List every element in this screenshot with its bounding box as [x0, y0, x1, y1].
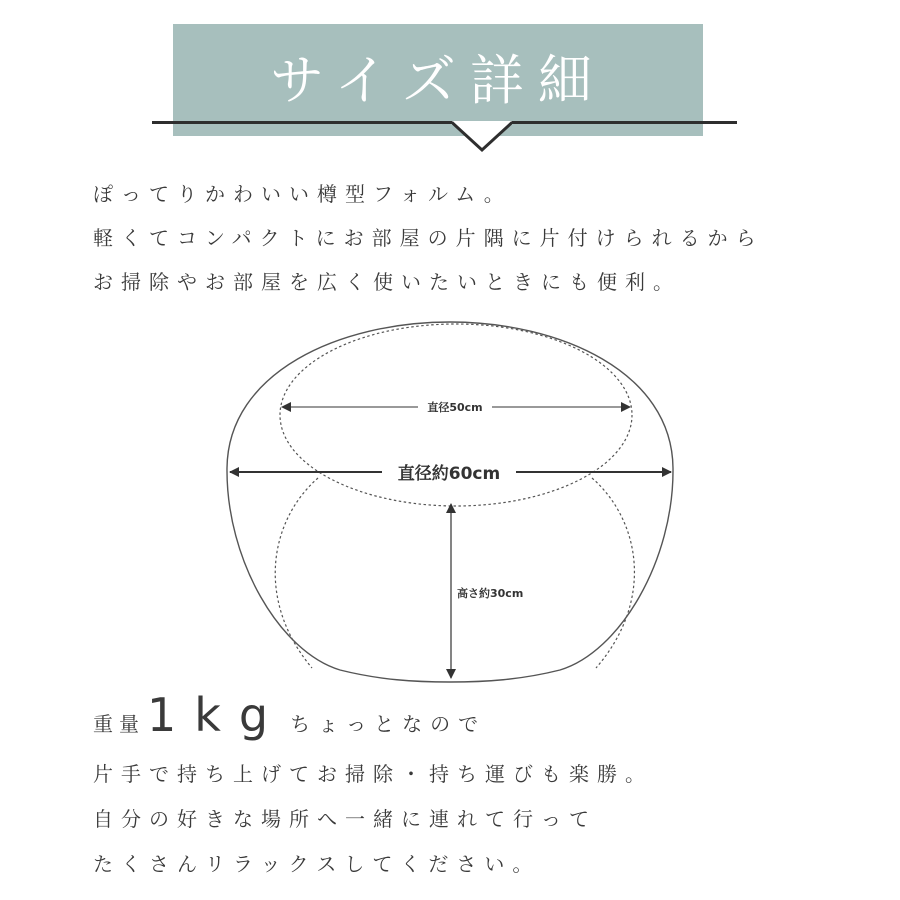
height-label: 高さ約30cm: [457, 587, 524, 600]
outro-line: 片手で持ち上げてお掃除・持ち運びも楽勝。: [93, 762, 653, 786]
right-seam: [592, 478, 634, 668]
outro-text: [93, 752, 653, 887]
pouf-outline: [227, 322, 673, 682]
page-title: サイズ詳細: [270, 48, 606, 112]
weight-line: [93, 688, 486, 742]
weight-label: 重量: [93, 712, 145, 736]
weight-value: 1kg: [147, 688, 287, 742]
intro-line: ぽってりかわいい樽型フォルム。: [93, 182, 512, 206]
intro-line: 軽くてコンパクトにお部屋の片隅に片付けられるから: [93, 226, 764, 250]
left-seam: [275, 478, 318, 668]
outro-line: 自分の好きな場所へ一緒に連れて行って: [93, 807, 597, 831]
intro-line: お掃除やお部屋を広く使いたいときにも便利。: [93, 270, 681, 294]
main-diameter-label: 直径約60cm: [397, 464, 501, 484]
weight-suffix: ちょっとなので: [290, 712, 487, 736]
top-diameter-label: 直径50cm: [427, 401, 483, 414]
outro-line: たくさんリラックスしてください。: [93, 852, 541, 876]
